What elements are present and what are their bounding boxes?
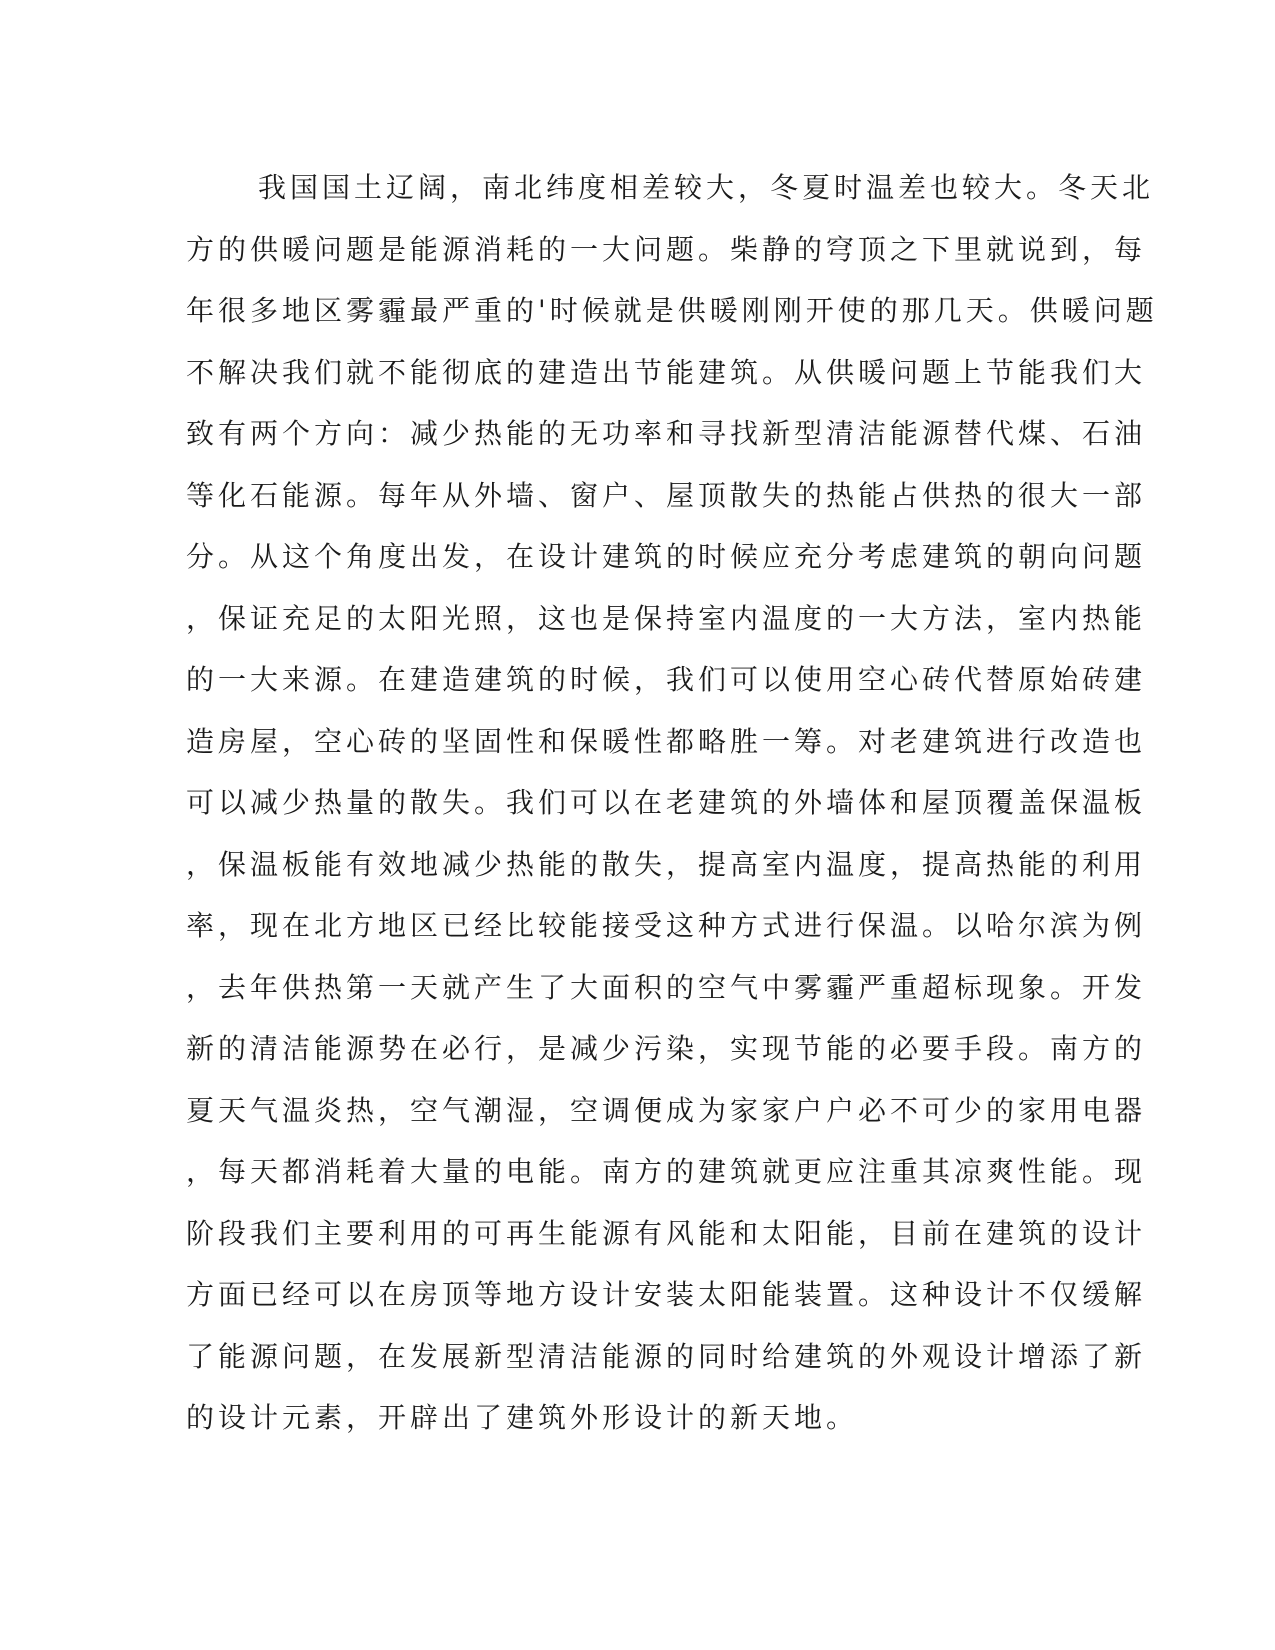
paragraph-line: 的设计元素，开辟出了建筑外形设计的新天地。 [186,1401,859,1434]
paragraph-line: 方面已经可以在房顶等地方设计安装太阳能装置。这种设计不仅缓解 [186,1278,1147,1311]
paragraph-line: 不解决我们就不能彻底的建造出节能建筑。从供暖问题上节能我们大 [186,355,1147,389]
paragraph-line: 率，现在北方地区已经比较能接受这种方式进行保温。以哈尔滨为例 [186,909,1147,942]
paragraph-line: 可以减少热量的散失。我们可以在老建筑的外墙体和屋顶覆盖保温板 [186,786,1147,819]
paragraph-line: ，去年供热第一天就产生了大面积的空气中雾霾严重超标现象。开发 [186,970,1147,1004]
paragraph-line: ，保证充足的太阳光照，这也是保持室内温度的一大方法，室内热能 [186,601,1147,635]
paragraph-line: 我国国土辽阔，南北纬度相差较大，冬夏时温差也较大。冬天北 [258,171,1155,204]
paragraph-line: 等化石能源。每年从外墙、窗户、屋顶散失的热能占供热的很大一部 [186,478,1147,512]
paragraph-line: 造房屋，空心砖的坚固性和保暖性都略胜一筹。对老建筑进行改造也 [186,724,1147,758]
paragraph-line: 分。从这个角度出发，在设计建筑的时候应充分考虑建筑的朝向问题 [186,540,1147,573]
paragraph-line: 方的供暖问题是能源消耗的一大问题。柴静的穹顶之下里就说到，每 [186,232,1147,266]
paragraph-line: 的一大来源。在建造建筑的时候，我们可以使用空心砖代替原始砖建 [186,663,1147,696]
body-paragraph [186,157,1158,1449]
paragraph-line: 阶段我们主要利用的可再生能源有风能和太阳能，目前在建筑的设计 [186,1216,1147,1250]
paragraph-line: 致有两个方向：减少热能的无功率和寻找新型清洁能源替代煤、石油 [186,417,1147,450]
paragraph-line: 夏天气温炎热，空气潮湿，空调便成为家家户户必不可少的家用电器 [186,1093,1147,1127]
paragraph-line: 了能源问题，在发展新型清洁能源的同时给建筑的外观设计增添了新 [186,1339,1147,1373]
paragraph-line: 年很多地区雾霾最严重的'时候就是供暖刚刚开使的那几天。供暖问题 [186,294,1158,327]
paragraph-line: 新的清洁能源势在必行，是减少污染，实现节能的必要手段。南方的 [186,1032,1147,1065]
paragraph-line: ，每天都消耗着大量的电能。南方的建筑就更应注重其凉爽性能。现 [186,1155,1147,1188]
paragraph-line: ，保温板能有效地减少热能的散失，提高室内温度，提高热能的利用 [186,847,1147,881]
